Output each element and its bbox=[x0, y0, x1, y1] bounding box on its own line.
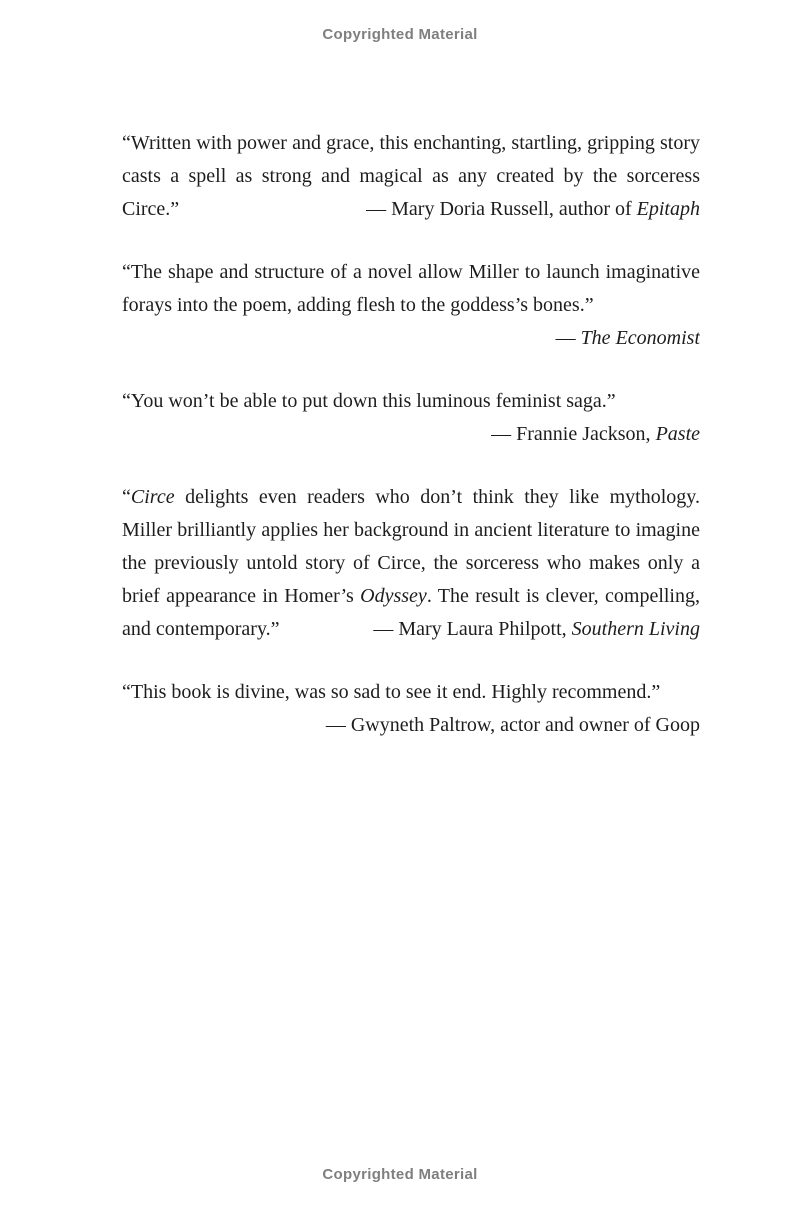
text-run: — Frannie Jackson, bbox=[491, 423, 656, 445]
italic-text: Odyssey bbox=[360, 585, 427, 607]
text-run: . The result is clever, compelling, and contemporary.” bbox=[122, 585, 700, 640]
copyright-footer: Copyrighted Material bbox=[322, 1166, 478, 1183]
quote-4 bbox=[122, 481, 700, 646]
text-run: “You won’t be able to put down this luminous feminist saga.” bbox=[122, 390, 616, 412]
quote-text bbox=[122, 256, 700, 355]
italic-text: Paste bbox=[655, 423, 700, 445]
quote-5 bbox=[122, 676, 700, 742]
quote-attribution bbox=[326, 709, 700, 742]
text-run: — Mary Laura Philpott, bbox=[373, 618, 572, 640]
quote-attribution bbox=[491, 418, 700, 451]
quotes-list bbox=[122, 127, 700, 772]
quote-text bbox=[122, 127, 700, 226]
quote-text bbox=[122, 385, 700, 451]
text-run: — bbox=[555, 327, 581, 349]
text-run: — Mary Doria Russell, author of bbox=[366, 198, 637, 220]
quote-2 bbox=[122, 256, 700, 355]
text-run: “This book is divine, was so sad to see it end. Highly recommend.” bbox=[122, 681, 661, 703]
text-run: “ bbox=[122, 486, 131, 508]
text-run: “The shape and structure of a novel allow Miller to launch imaginative forays into the poem, adding flesh to the goddess’s bones.” bbox=[122, 261, 700, 316]
italic-text: Southern Living bbox=[571, 618, 700, 640]
quote-text bbox=[122, 676, 700, 742]
quote-attribution bbox=[366, 193, 700, 226]
text-run: delights even readers who don’t think they like mythology. Miller brilliantly applies her background in ancient literature to imagine the previously untold story of Circe, the sorceress who makes only a brief appearance in Homer’s bbox=[122, 486, 700, 607]
text-run: — Gwyneth Paltrow, actor and owner of Goop bbox=[325, 714, 700, 736]
quote-1 bbox=[122, 127, 700, 226]
quote-3 bbox=[122, 385, 700, 451]
quote-attribution bbox=[373, 613, 700, 646]
italic-text: The Economist bbox=[580, 327, 700, 349]
quote-text bbox=[122, 481, 700, 646]
text-run: “Written with power and grace, this enchanting, startling, gripping story casts a spell as strong and magical as any created by the sorceress Circe.” bbox=[122, 132, 700, 220]
italic-text: Circe bbox=[130, 486, 175, 508]
copyright-header: Copyrighted Material bbox=[322, 26, 478, 43]
italic-text: Epitaph bbox=[636, 198, 700, 220]
quote-attribution bbox=[556, 322, 700, 355]
